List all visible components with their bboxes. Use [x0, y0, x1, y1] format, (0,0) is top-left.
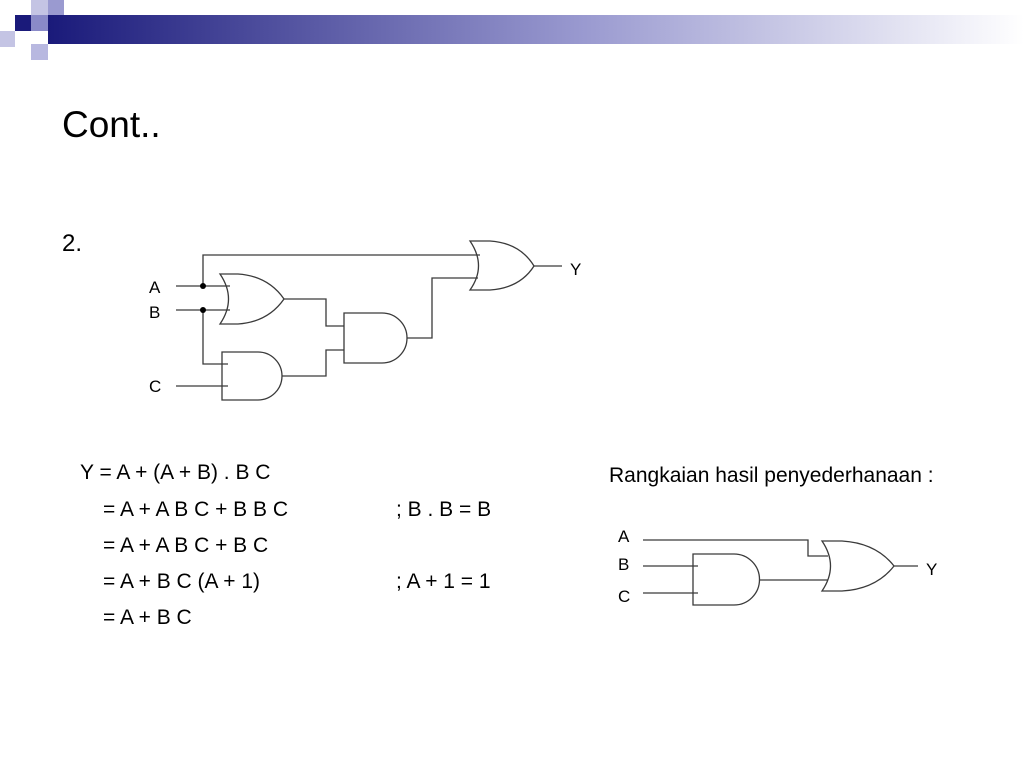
equation-note-2: ; A + 1 = 1: [396, 570, 491, 593]
equation-line-1: Y = A + (A + B) . B C: [80, 461, 271, 484]
equation-note-1: ; B . B = B: [396, 498, 492, 521]
slide-title: Cont..: [62, 104, 161, 145]
label-y: Y: [570, 260, 582, 279]
label-c: C: [149, 377, 162, 396]
equation-line-5: = A + B C: [103, 606, 192, 629]
label-c: C: [618, 587, 631, 606]
equation-line-2: = A + A B C + B B C: [103, 498, 289, 521]
simplified-circuit-label: Rangkaian hasil penyederhanaan :: [609, 464, 934, 487]
label-y: Y: [926, 560, 938, 579]
item-number: 2.: [62, 230, 83, 257]
and-gate-b-c: [693, 554, 760, 605]
label-a: A: [149, 278, 161, 297]
label-b: B: [618, 555, 630, 574]
equation-line-4: = A + B C (A + 1): [103, 570, 261, 593]
or-gate-output: [822, 541, 894, 591]
label-a: A: [618, 527, 630, 546]
equation-line-3: = A + A B C + B C: [103, 534, 269, 557]
label-b: B: [149, 303, 161, 322]
